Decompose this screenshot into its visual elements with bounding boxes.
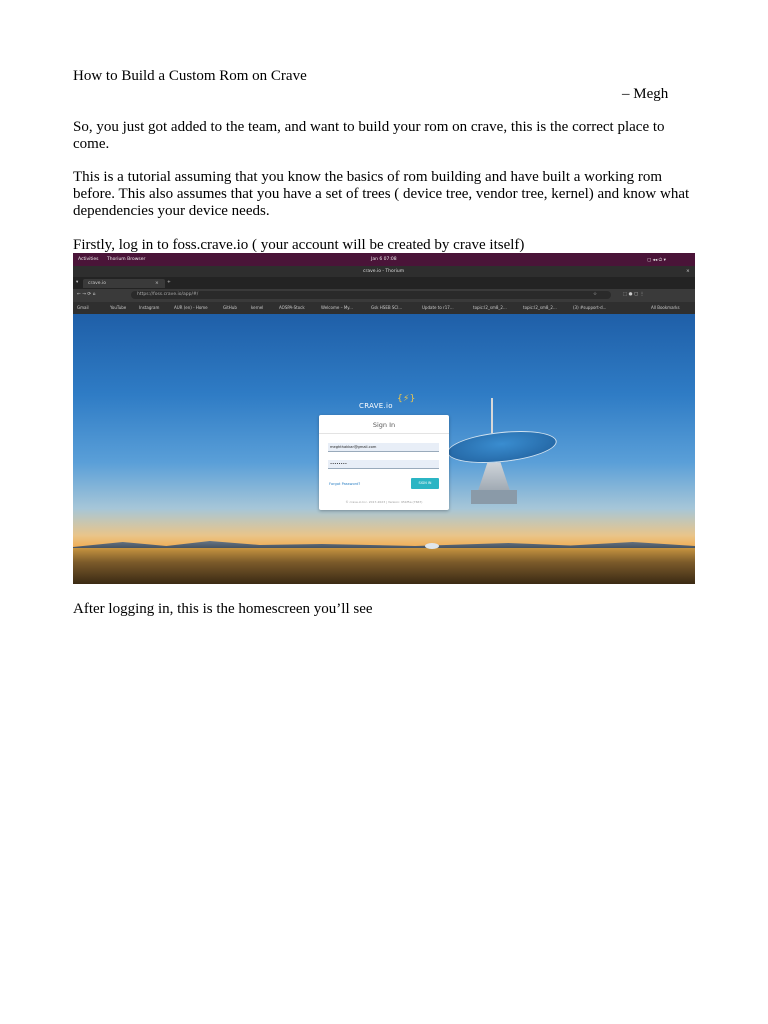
address-bar <box>131 291 611 299</box>
browser-titlebar <box>73 266 695 277</box>
bookmarks-bar <box>73 302 695 314</box>
bookmark-item: topic:l2_sm8_2... <box>473 305 507 310</box>
nav-icons: ← → ⟳ ⌂ <box>77 292 96 297</box>
bookmark-item: Gsk HSEB SCI... <box>371 305 403 310</box>
desktop-topbar <box>73 253 695 266</box>
activities-label: Activities <box>78 257 99 262</box>
dish-base <box>471 490 517 504</box>
bookmark-item: YouTube <box>110 305 127 310</box>
crave-logo <box>359 394 416 410</box>
bookmark-item: Welcome – My... <box>321 305 353 310</box>
paragraph-login-step: Firstly, log in to foss.crave.io ( your account will be created by crave itself) <box>73 237 525 253</box>
browser-tab <box>83 279 165 288</box>
bookmark-item: Instagram <box>139 305 160 310</box>
dish-mount <box>477 458 511 494</box>
tab-close-icon: × <box>155 281 159 286</box>
url-text: https://foss.crave.io/app/#/ <box>137 292 199 297</box>
bookmark-item: Update to r17... <box>422 305 454 310</box>
paragraph-intro: So, you just got added to the team, and want to build your rom on crave, this is the correct place to come. <box>73 119 665 152</box>
divider <box>319 433 449 434</box>
clock-label: Jan 6 07:08 <box>371 257 397 262</box>
crave-logo-mark: {⚡} <box>397 394 416 404</box>
doc-title: How to Build a Custom Rom on Crave <box>73 68 307 84</box>
bookmark-item: Gmail <box>77 305 89 310</box>
new-tab-icon: + <box>167 280 171 285</box>
star-icon: ☆ <box>593 292 598 297</box>
ground <box>73 548 695 584</box>
bookmark-item: AOSPA-Stock <box>279 305 305 310</box>
window-title: crave.io - Thorium <box>363 269 405 274</box>
chevron-down-icon: ▾ <box>76 280 79 285</box>
bookmark-item: topic:l2_sm8_2... <box>523 305 557 310</box>
password-field: •••••••• <box>328 460 439 469</box>
doc-author: – Megh <box>622 86 669 102</box>
crave-logo-text: CRAVE.io <box>359 402 393 410</box>
bookmark-item: GitHub <box>223 305 237 310</box>
close-icon: × <box>686 269 690 274</box>
forgot-password-link: Forgot Password? <box>329 482 361 486</box>
bookmark-item: (3) #support-d... <box>573 305 607 310</box>
bookmark-item: AUR (en) - Home <box>174 305 208 310</box>
email-field: meghthakkar@gmail.com <box>328 443 439 452</box>
tab-label: crave.io <box>88 281 106 286</box>
browser-toolbar <box>73 289 695 302</box>
sign-in-button: SIGN IN <box>411 478 439 489</box>
paragraph-homescreen: After logging in, this is the homescreen you’ll see <box>73 601 373 617</box>
signin-card <box>319 415 449 510</box>
embedded-screenshot <box>73 253 695 584</box>
all-bookmarks-label: All Bookmarks <box>651 305 680 310</box>
small-radio-dish <box>425 543 439 549</box>
bookmark-item: kernel <box>251 305 264 310</box>
system-tray-icons: ▢ ◂◂ ⏻ ▾ <box>647 258 666 263</box>
extension-icons: ⬚ ● ▢ ⋮ <box>623 292 645 297</box>
paragraph-assumptions: This is a tutorial assuming that you know the basics of rom building and have built a working rom before. This also assumes that you have a set of trees ( device tree, vendor tree, kernel) and know what dependencies your device needs. <box>73 169 690 219</box>
signin-footer: © crave.io Inc. 2017-2023 | Version: 95bf5a (7667) <box>345 500 423 504</box>
signin-title: Sign In <box>372 421 396 429</box>
browser-tabbar <box>73 277 695 289</box>
radio-dish-rim <box>446 426 559 467</box>
app-name-label: Thorium Browser <box>107 257 146 262</box>
login-page-background <box>73 314 695 584</box>
